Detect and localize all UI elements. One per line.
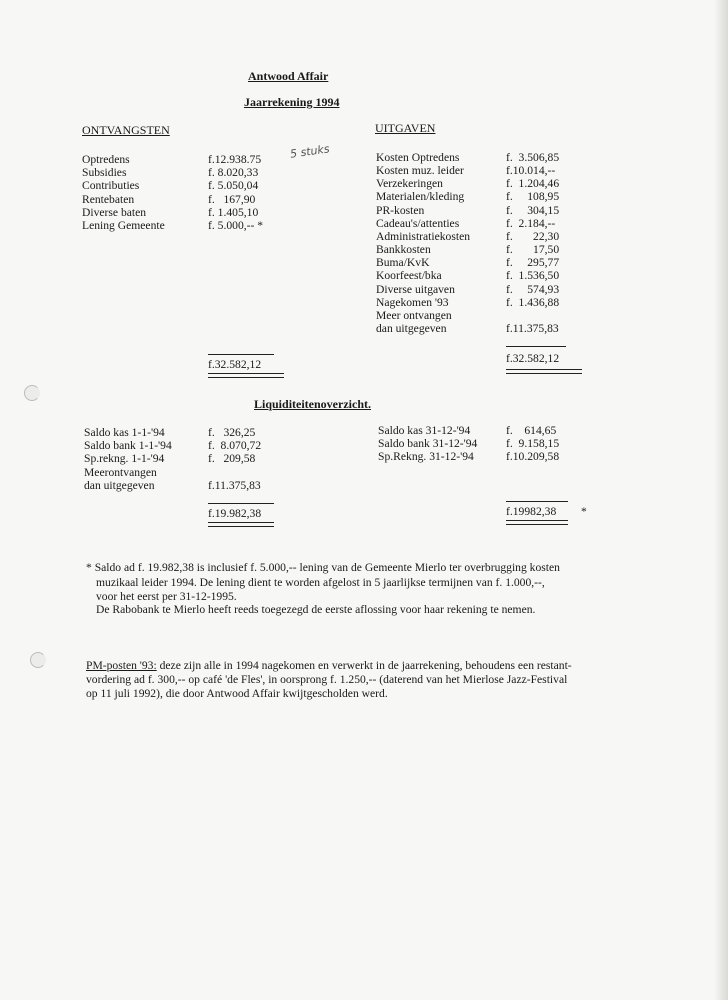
uitgaven-item-label: Koorfeest/bka <box>376 269 442 283</box>
ontvangsten-item-amount: f. 167,90 <box>208 192 256 206</box>
ontvangsten-item-label: Optredens <box>82 153 130 166</box>
footnote-line-3: voor het eerst per 31-12-1995. <box>96 590 237 603</box>
uitgaven-item-amount: f. 2.184,-- <box>506 216 556 230</box>
liq-right-item-label: Saldo bank 31-12-'94 <box>378 437 478 451</box>
liq-left-item-amount: f. 326,25 <box>208 426 256 439</box>
liq-right-item-amount: f. 614,65 <box>506 424 557 437</box>
pm-text-1: deze zijn alle in 1994 nagekomen en verwerkt in de jaarrekening, behoudens een restant- <box>156 659 572 672</box>
pm-line-1 <box>86 659 572 673</box>
uitgaven-total: f.32.582,12 <box>506 352 560 365</box>
uitgaven-item-label: Diverse uitgaven <box>376 282 455 296</box>
uitgaven-item-amount: f. 22,30 <box>506 229 560 243</box>
liq-right-item-label: Sp.Rekng. 31-12-'94 <box>378 450 474 464</box>
pm-line-3: op 11 juli 1992), die door Antwood Affair kwijtgescholden werd. <box>86 687 388 700</box>
liq-left-item-label: Saldo bank 1-1-'94 <box>84 439 172 453</box>
page-edge-shadow <box>714 0 728 1000</box>
uitgaven-double-line <box>506 369 582 374</box>
ontvangsten-total: f.32.582,12 <box>208 358 262 371</box>
ontvangsten-item-label: Subsidies <box>82 166 127 180</box>
liq-left-double-line <box>208 522 274 527</box>
handwritten-note: 5 stuks <box>289 142 331 161</box>
uitgaven-item-amount: f. 3.506,85 <box>506 151 560 164</box>
liq-right-total: f.19982,38 <box>506 505 557 518</box>
uitgaven-item-amount: f. 1.536,50 <box>506 269 560 283</box>
uitgaven-item-label: Administratiekosten <box>376 229 471 243</box>
liq-left-item-label: dan uitgegeven <box>84 478 155 492</box>
liq-left-item-label: Saldo kas 1-1-'94 <box>84 426 165 439</box>
liquiditeit-heading: Liquiditeitenoverzicht. <box>254 397 371 411</box>
uitgaven-item-amount: f.10.014,-- <box>506 164 556 178</box>
uitgaven-item-label: dan uitgegeven <box>376 321 447 335</box>
footnote-line-2: muzikaal leider 1994. De lening dient te worden afgelost in 5 jaarlijkse termijnen van f. 1.000,--, <box>96 576 545 589</box>
ontvangsten-item-label: Rentebaten <box>82 192 135 206</box>
pm-label: PM-posten '93: <box>86 659 157 672</box>
ontvangsten-heading: ONTVANGSTEN <box>82 123 170 137</box>
uitgaven-item-label: Cadeau's/attenties <box>376 216 460 230</box>
ontvangsten-item-label: Diverse baten <box>82 205 147 219</box>
liq-left-total: f.19.982,38 <box>208 507 262 520</box>
uitgaven-item-label: Bankkosten <box>376 243 431 257</box>
ontvangsten-sum-line <box>208 354 274 355</box>
liq-right-asterisk: * <box>581 505 587 518</box>
liq-right-item-amount: f. 9.158,15 <box>506 437 560 451</box>
ontvangsten-item-amount: f. 8.020,33 <box>208 166 259 180</box>
doc-title: Jaarrekening 1994 <box>244 95 340 109</box>
uitgaven-item-amount: f. 108,95 <box>506 190 560 204</box>
uitgaven-item-amount: f. 295,77 <box>506 256 560 270</box>
liq-right-sum-line <box>506 501 568 502</box>
ontvangsten-item-amount: f. 5.000,-- * <box>208 219 264 232</box>
footnote-line-1: * Saldo ad f. 19.982,38 is inclusief f. 5.000,-- lening van de Gemeente Mierlo ter overbrugging kosten <box>86 561 560 574</box>
liq-right-item-label: Saldo kas 31-12-'94 <box>378 424 471 437</box>
uitgaven-item-label: Meer ontvangen <box>376 308 452 322</box>
ontvangsten-item-label: Lening Gemeente <box>82 219 165 232</box>
uitgaven-item-label: Kosten Optredens <box>376 151 460 164</box>
liq-left-item-amount: f. 8.070,72 <box>208 439 262 453</box>
punch-hole-top <box>24 385 40 401</box>
uitgaven-item-amount: f. 574,93 <box>506 282 560 296</box>
uitgaven-item-amount: f. 17,50 <box>506 243 560 257</box>
liq-left-item-amount: f.11.375,83 <box>208 478 261 492</box>
uitgaven-item-label: Materialen/kleding <box>376 190 465 204</box>
liq-right-item-amount: f.10.209,58 <box>506 450 560 464</box>
liq-left-sum-line <box>208 503 274 504</box>
uitgaven-item-amount: f.11.375,83 <box>506 321 559 335</box>
uitgaven-sum-line <box>506 346 566 347</box>
uitgaven-item-amount: f. 1.436,88 <box>506 295 560 309</box>
liq-right-double-line <box>506 520 568 525</box>
ontvangsten-item-amount: f. 1.405,10 <box>208 205 259 219</box>
pm-line-2: vordering ad f. 300,-- op café 'de Fles', in oorsprong f. 1.250,-- (daterend van het Mierlose Jazz-Festival <box>86 673 568 686</box>
ontvangsten-item-amount: f.12.938.75 <box>208 153 262 166</box>
uitgaven-item-amount: f. 304,15 <box>506 203 560 217</box>
uitgaven-item-label: Kosten muz. leider <box>376 164 464 178</box>
liq-left-item-label: Sp.rekng. 1-1-'94 <box>84 452 165 466</box>
ontvangsten-double-line <box>208 373 284 378</box>
uitgaven-item-amount: f. 1.204,46 <box>506 177 560 191</box>
punch-hole-bottom <box>30 652 46 668</box>
ontvangsten-item-label: Contributies <box>82 179 140 193</box>
uitgaven-item-label: Nagekomen '93 <box>376 295 449 309</box>
org-title: Antwood Affair <box>248 69 329 83</box>
uitgaven-item-label: Verzekeringen <box>376 177 443 191</box>
uitgaven-heading: UITGAVEN <box>375 121 436 135</box>
uitgaven-item-label: PR-kosten <box>376 203 425 217</box>
liq-left-item-label: Meerontvangen <box>84 465 157 479</box>
ontvangsten-item-amount: f. 5.050,04 <box>208 179 259 193</box>
uitgaven-item-label: Buma/KvK <box>376 256 430 270</box>
liq-left-item-amount: f. 209,58 <box>208 452 256 466</box>
footnote-line-4: De Rabobank te Mierlo heeft reeds toegezegd de eerste aflossing voor haar rekening te nemen. <box>96 603 536 616</box>
